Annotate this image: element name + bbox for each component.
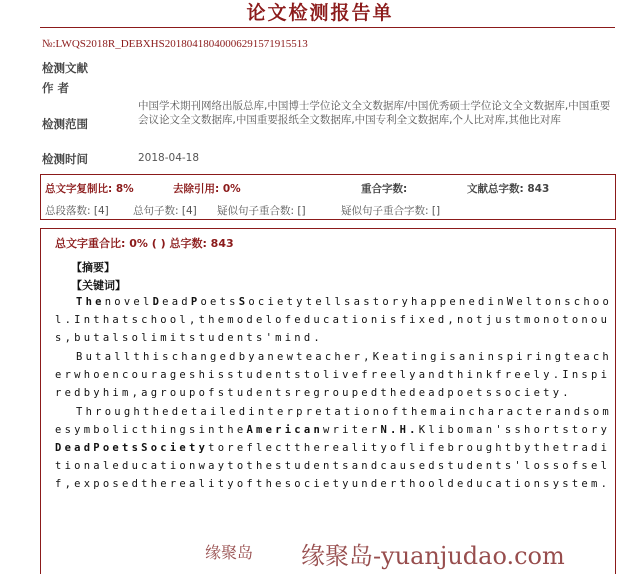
body-text xyxy=(55,293,615,494)
time-value: 2018-04-18 xyxy=(138,152,200,164)
scope-value: 中国学术期刊网络出版总库,中国博士学位论文全文数据库/中国优秀硕士学位论文全文数据库,中国重要会议论文全文数据库,中国重要报纸全文数据库,中国专利全文数据库,个人比对库,其他比对库 xyxy=(138,100,611,126)
detail-box xyxy=(40,228,616,574)
excluded-citation: 去除引用: 0% xyxy=(173,183,241,195)
paragraph-1: ThenovelDeadPoetsSocietytellsastoryhappenedinWeltonschool.Inthatschool,themodelofeducationisfixed,notjustmonotonous,butalsolimitstudents'mind. xyxy=(55,296,613,344)
report-number: №:LWQS2018R_DEBXHS20180418040006291571915513 xyxy=(42,38,308,50)
watermark xyxy=(205,536,640,570)
paragraph-3: ThroughthedetailedinterpretationofthemaincharacterandsomesymbolicthingsintheAmericanwriterN.H.Kliboman'sshortstoryDeadPoetsSocietytoreflecttherealityoflifebroughtbythetraditionaleducationwaytothestudentsandcausedstudents'lossofself,exposedtherealityofthesocietyunderthooldeducationsystem. xyxy=(55,406,613,490)
author-label: 作 者 xyxy=(42,81,70,95)
copy-ratio: 总文字复制比: 8% xyxy=(45,183,134,195)
overlap-count: 重合字数: xyxy=(361,183,408,195)
sections-count: 总段落数: [4] xyxy=(45,205,109,217)
summary-box xyxy=(40,174,616,220)
title-divider xyxy=(40,27,615,28)
time-label: 检测时间 xyxy=(42,152,88,166)
watermark-big: 缘聚岛-yuanjudao.com xyxy=(301,542,565,570)
doc-label: 检测文献 xyxy=(42,61,88,75)
keywords-label: 【关键词】 xyxy=(71,279,126,292)
detail-header: 总文字重合比: 0% ( ) 总字数: 843 xyxy=(55,237,234,250)
suspicious-overlap: 疑似句子重合数: [] xyxy=(217,205,306,217)
abstract-label: 【摘要】 xyxy=(71,261,115,274)
total-chars: 文献总字数: 843 xyxy=(467,183,550,195)
suspicious-overlap-chars: 疑似句子重合字数: [] xyxy=(341,205,441,217)
watermark-small: 缘聚岛 xyxy=(205,543,254,562)
report-title: 论文检测报告单 xyxy=(246,2,394,24)
paragraph-2: Butallthischangedbyanewteacher,Keatingisaninspiringteacherwhoencourageshisstudentstolivefreelyandthinkfreely.Inspiredbyhim,agroupofstudentsregroupedthedeadpoetssociety. xyxy=(55,351,613,399)
scope-label: 检测范围 xyxy=(42,117,88,131)
sentences-count: 总句子数: [4] xyxy=(133,205,197,217)
